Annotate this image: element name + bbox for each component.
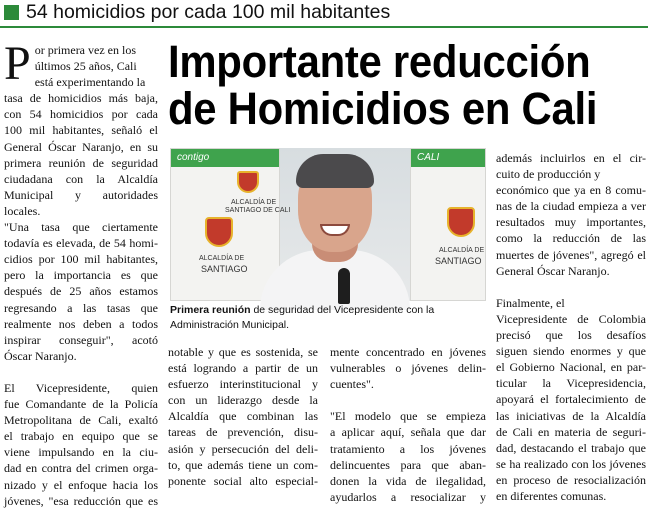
- text-line: donen la vida de ilegalidad,: [330, 473, 486, 488]
- text-line: realmente nos deben a todos: [4, 316, 158, 331]
- article-headline: [168, 38, 608, 132]
- text-line: ayudarlos a resocializar y: [330, 489, 486, 504]
- text-line: muertes de jóvenes", agregó el: [496, 247, 646, 262]
- text-line: 100 mil habitantes, señaló el: [4, 123, 158, 138]
- article-photo: [170, 148, 486, 301]
- headline-line-1: Importante reducción: [168, 36, 591, 87]
- city-crest-icon: [447, 207, 475, 237]
- text-line: vulnerables o jóvenes delin-: [330, 361, 486, 376]
- text-line: viene impulsando en la ciu-: [4, 445, 158, 460]
- text-line: ciudadana con la Alcaldía: [4, 171, 158, 186]
- text-line: primera reunión de seguridad: [4, 155, 158, 170]
- text-line: Finalmente, el: [496, 295, 565, 310]
- text-line: notable y que es sostenida, se: [168, 345, 318, 359]
- text-line: a aplicar aquí, señala que dar: [330, 425, 486, 440]
- text-line: resultados muy importantes,: [496, 215, 646, 230]
- section-kicker: [0, 0, 648, 26]
- article-column-2: [168, 344, 318, 488]
- banner-text: SANTIAGO: [201, 264, 248, 274]
- kicker-text: 54 homicidios por cada 100 mil habitantes: [26, 1, 391, 23]
- text-line: General Óscar Naranjo.: [496, 263, 610, 278]
- text-line: después de 25 años estamos: [4, 284, 158, 299]
- text-line: en proceso de resocialización: [496, 472, 646, 487]
- article-column-4: [496, 150, 646, 503]
- text-line: se ha realizado con los jóvenes: [496, 456, 646, 471]
- text-line: dad en contra del crimen orga-: [4, 461, 158, 476]
- text-line: delincuentes para que aban-: [330, 457, 486, 472]
- text-line: mente concentrado en jóvenes: [330, 345, 486, 359]
- article-column-1: [4, 37, 158, 508]
- text-line: las iniciativas de la Alcaldía: [496, 408, 646, 423]
- text-line: en diferentes comunas.: [496, 488, 607, 503]
- text-line: regresando a las tasas que: [4, 300, 158, 315]
- text-line: [496, 279, 646, 295]
- text-line: está logrando a partir de un: [168, 361, 318, 376]
- text-line: con 54 homicidios por cada: [4, 107, 158, 122]
- speaker-portrait: [250, 148, 420, 301]
- banner-text: ALCALDÍA DE: [199, 255, 245, 262]
- column-2-text: [168, 344, 318, 489]
- text-line: precisó que los desafíos: [496, 328, 646, 343]
- banner-text: SANTIAGO DE CALI: [225, 207, 291, 214]
- text-line: "El modelo que se empieza: [330, 409, 486, 424]
- caption-text: de seguridad del Vicepresidente con la: [250, 304, 435, 316]
- banner-text: ALCALDÍA DE: [231, 199, 277, 206]
- text-line: Metropolitana de Cali, exaltó: [4, 413, 158, 428]
- text-line: está experimentando la: [34, 75, 146, 90]
- text-line: pero la importancia es que: [4, 268, 158, 283]
- text-line: Alcaldía que combinan las: [168, 409, 318, 424]
- banner-logo-text: contigo: [177, 152, 210, 163]
- caption-lead: Primera reunión: [170, 304, 251, 316]
- kicker-rule: [0, 26, 648, 28]
- text-line: apoyará el fortalecimiento de: [496, 392, 646, 407]
- drop-cap: P: [4, 37, 31, 90]
- text-line: cidios por 100 mil habitantes,: [4, 252, 158, 267]
- text-line: or primera vez en los: [34, 43, 136, 57]
- text-line: todavía es elevada, de 54 homi-: [4, 236, 158, 251]
- text-line: siguen siendo enormes y que: [496, 344, 646, 359]
- text-line: el trabajo en equipo que se: [4, 429, 158, 444]
- column-1-text: [4, 37, 158, 509]
- article-column-3: [330, 344, 486, 504]
- banner-logo-text: CALI: [417, 152, 440, 163]
- text-line: económico que ya en 8 comu-: [496, 183, 646, 198]
- kicker-square-marker: [4, 5, 19, 20]
- microphone-icon: [338, 268, 350, 304]
- text-line: [4, 364, 158, 380]
- banner-text: ALCALDÍA DE: [439, 247, 485, 254]
- text-line: tareas de prevención, disu-: [168, 425, 318, 440]
- text-line: ticular la Vicepresidencia,: [496, 376, 646, 391]
- text-line: asión y persecución del deli-: [168, 441, 318, 456]
- text-line: jóvenes, "esa reducción que es: [4, 493, 158, 508]
- photo-banner-right: [410, 148, 486, 301]
- text-line: tratamiento a los jóvenes: [330, 441, 486, 456]
- caption-text: Administración Municipal.: [170, 318, 290, 331]
- text-line: [330, 392, 486, 408]
- text-line: to, que además tiene un com-: [168, 457, 318, 472]
- text-line: con un liderazgo desde la: [168, 393, 318, 408]
- text-line: últimos 25 años, Cali: [34, 59, 137, 74]
- text-line: tasa de homicidios más baja,: [4, 91, 158, 106]
- text-line: Vicepresidente de Colombia: [496, 311, 646, 326]
- text-line: de Cali en materia de seguri-: [496, 424, 646, 439]
- text-line: Óscar Naranjo.: [4, 348, 77, 363]
- column-4-text: [496, 150, 646, 504]
- text-line: fue Comandante de la Policía: [4, 397, 158, 412]
- photo-caption: [170, 303, 486, 336]
- text-line: nas de la ciudad empieza a ver: [496, 199, 646, 214]
- text-line: cuentes".: [330, 377, 374, 392]
- text-line: además incluirlos en el cir-: [496, 151, 646, 165]
- text-line: Municipal y autoridades: [4, 187, 158, 202]
- text-line: nizado y el enfoque hacia los: [4, 477, 158, 492]
- text-line: inspirar conseguir", acotó: [4, 332, 158, 347]
- text-line: esfuerzo interinstitucional y: [168, 377, 318, 392]
- headline-line-2: de Homicidios en Cali: [168, 83, 598, 134]
- text-line: cuito de producción y: [496, 167, 601, 182]
- text-line: el Gobierno Nacional, en par-: [496, 360, 646, 375]
- banner-text: SANTIAGO: [435, 256, 482, 266]
- text-line: como la reducción de las: [496, 231, 646, 246]
- text-line: "Una tasa que ciertamente: [4, 220, 158, 235]
- text-line: locales.: [4, 203, 41, 218]
- text-line: dad, destacando el trabajo que: [496, 440, 646, 455]
- text-line: ponente social alto especial-: [168, 473, 318, 488]
- column-3-text: [330, 344, 486, 505]
- text-line: El Vicepresidente, quien: [4, 380, 158, 395]
- text-line: General Óscar Naranjo, en su: [4, 139, 158, 154]
- city-crest-icon: [205, 217, 233, 247]
